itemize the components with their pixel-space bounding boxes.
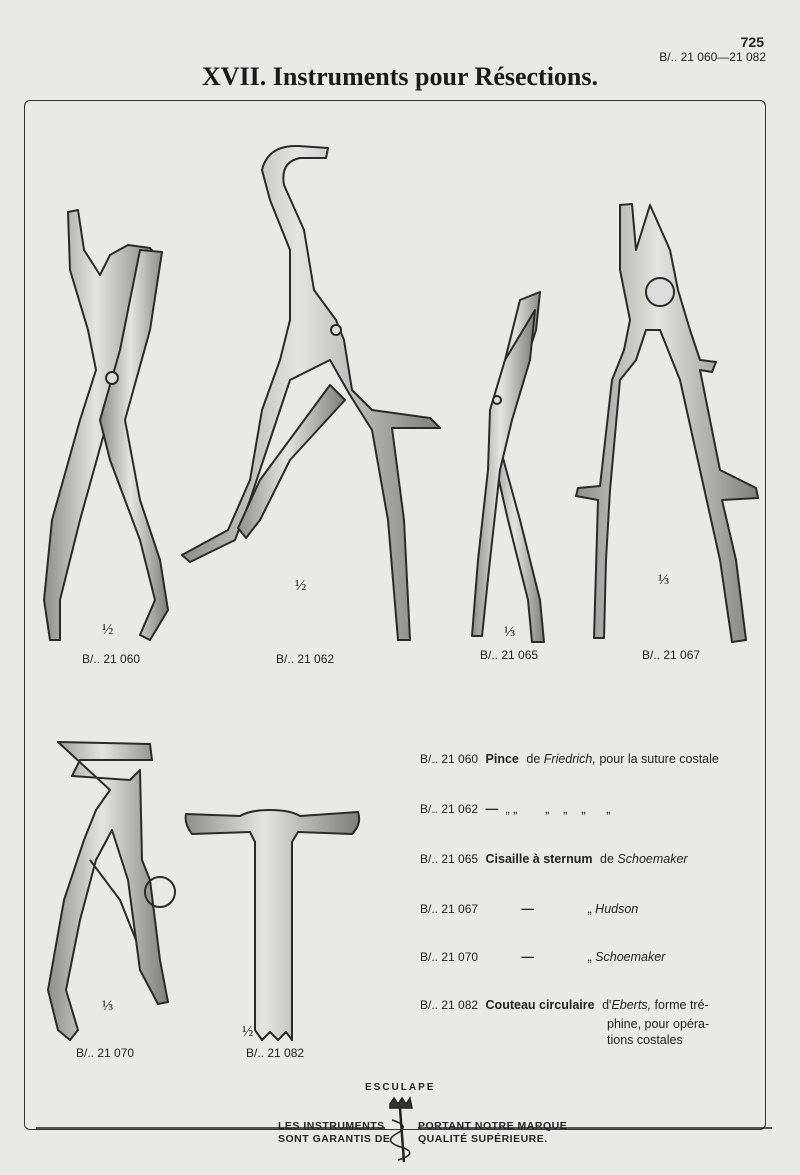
scale-21067: ⅓ (658, 572, 670, 588)
legend-desc-pre: „ (505, 802, 510, 816)
legend-name: — (521, 902, 535, 916)
footer-left-line1: LES INSTRUMENTS (278, 1120, 385, 1132)
legend-desc-italic: Eberts, (611, 998, 652, 1012)
scale-21060: ½ (102, 622, 114, 638)
legend-code: B/.. 21 070 (420, 950, 479, 964)
legend-name: — (485, 802, 499, 816)
legend-desc-post: forme tré- (654, 998, 709, 1012)
legend-name: Cisaille à sternum (485, 852, 593, 866)
footer-right-line2: QUALITÉ SUPÉRIEURE. (418, 1133, 548, 1145)
scale-21082: ½ (242, 1024, 254, 1040)
legend-code: B/.. 21 062 (420, 802, 479, 816)
page-number: 725 (740, 34, 764, 50)
scale-21062: ½ (295, 578, 307, 594)
legend-desc-italic: Friedrich, (543, 752, 596, 766)
footer-left-line2: SONT GARANTIS DE (278, 1133, 391, 1145)
legend-desc-post: pour la suture costale (599, 752, 719, 766)
legend-name: — (521, 950, 535, 964)
legend-desc-italic: Schoemaker (595, 950, 666, 964)
legend-desc-pre: de (600, 852, 614, 866)
code-21062: B/.. 21 062 (276, 652, 335, 666)
code-21067: B/.. 21 067 (642, 648, 701, 662)
legend-desc-pre: de (526, 752, 541, 766)
legend-code: B/.. 21 065 (420, 852, 479, 866)
code-21070: B/.. 21 070 (76, 1046, 135, 1060)
legend-desc-pre: d' (602, 998, 612, 1012)
code-21065: B/.. 21 065 (480, 648, 539, 662)
code-21082: B/.. 21 082 (246, 1046, 305, 1060)
legend-code: B/.. 21 067 (420, 902, 479, 916)
legend-name: Pince (485, 752, 519, 766)
scale-21065: ⅓ (504, 624, 516, 640)
legend-desc-pre: „ (587, 902, 592, 916)
reference-range: B/.. 21 060—21 082 (659, 50, 766, 64)
legend-code: B/.. 21 082 (420, 998, 479, 1012)
legend-desc-post: „ „ „ „ „ (513, 802, 611, 816)
page-title: XVII. Instruments pour Résections. (201, 62, 599, 91)
legend-code: B/.. 21 060 (420, 752, 479, 766)
logo-text: ESCULAPE (365, 1082, 436, 1093)
legend-continuation-2: tions costales (607, 1033, 683, 1047)
legend-desc-italic: Schoemaker (617, 852, 688, 866)
legend-continuation-1: phine, pour opéra- (607, 1017, 710, 1031)
footer-guarantee-right (418, 1120, 567, 1146)
legend-desc-italic: Hudson (595, 902, 639, 916)
scale-21070: ⅓ (102, 998, 114, 1014)
legend-name: Couteau circulaire (485, 998, 595, 1012)
legend-desc-pre: „ (587, 950, 592, 964)
code-21060: B/.. 21 060 (82, 652, 141, 666)
footer-guarantee-left (278, 1120, 390, 1146)
footer-right-line1: PORTANT NOTRE MARQUE (418, 1120, 568, 1132)
